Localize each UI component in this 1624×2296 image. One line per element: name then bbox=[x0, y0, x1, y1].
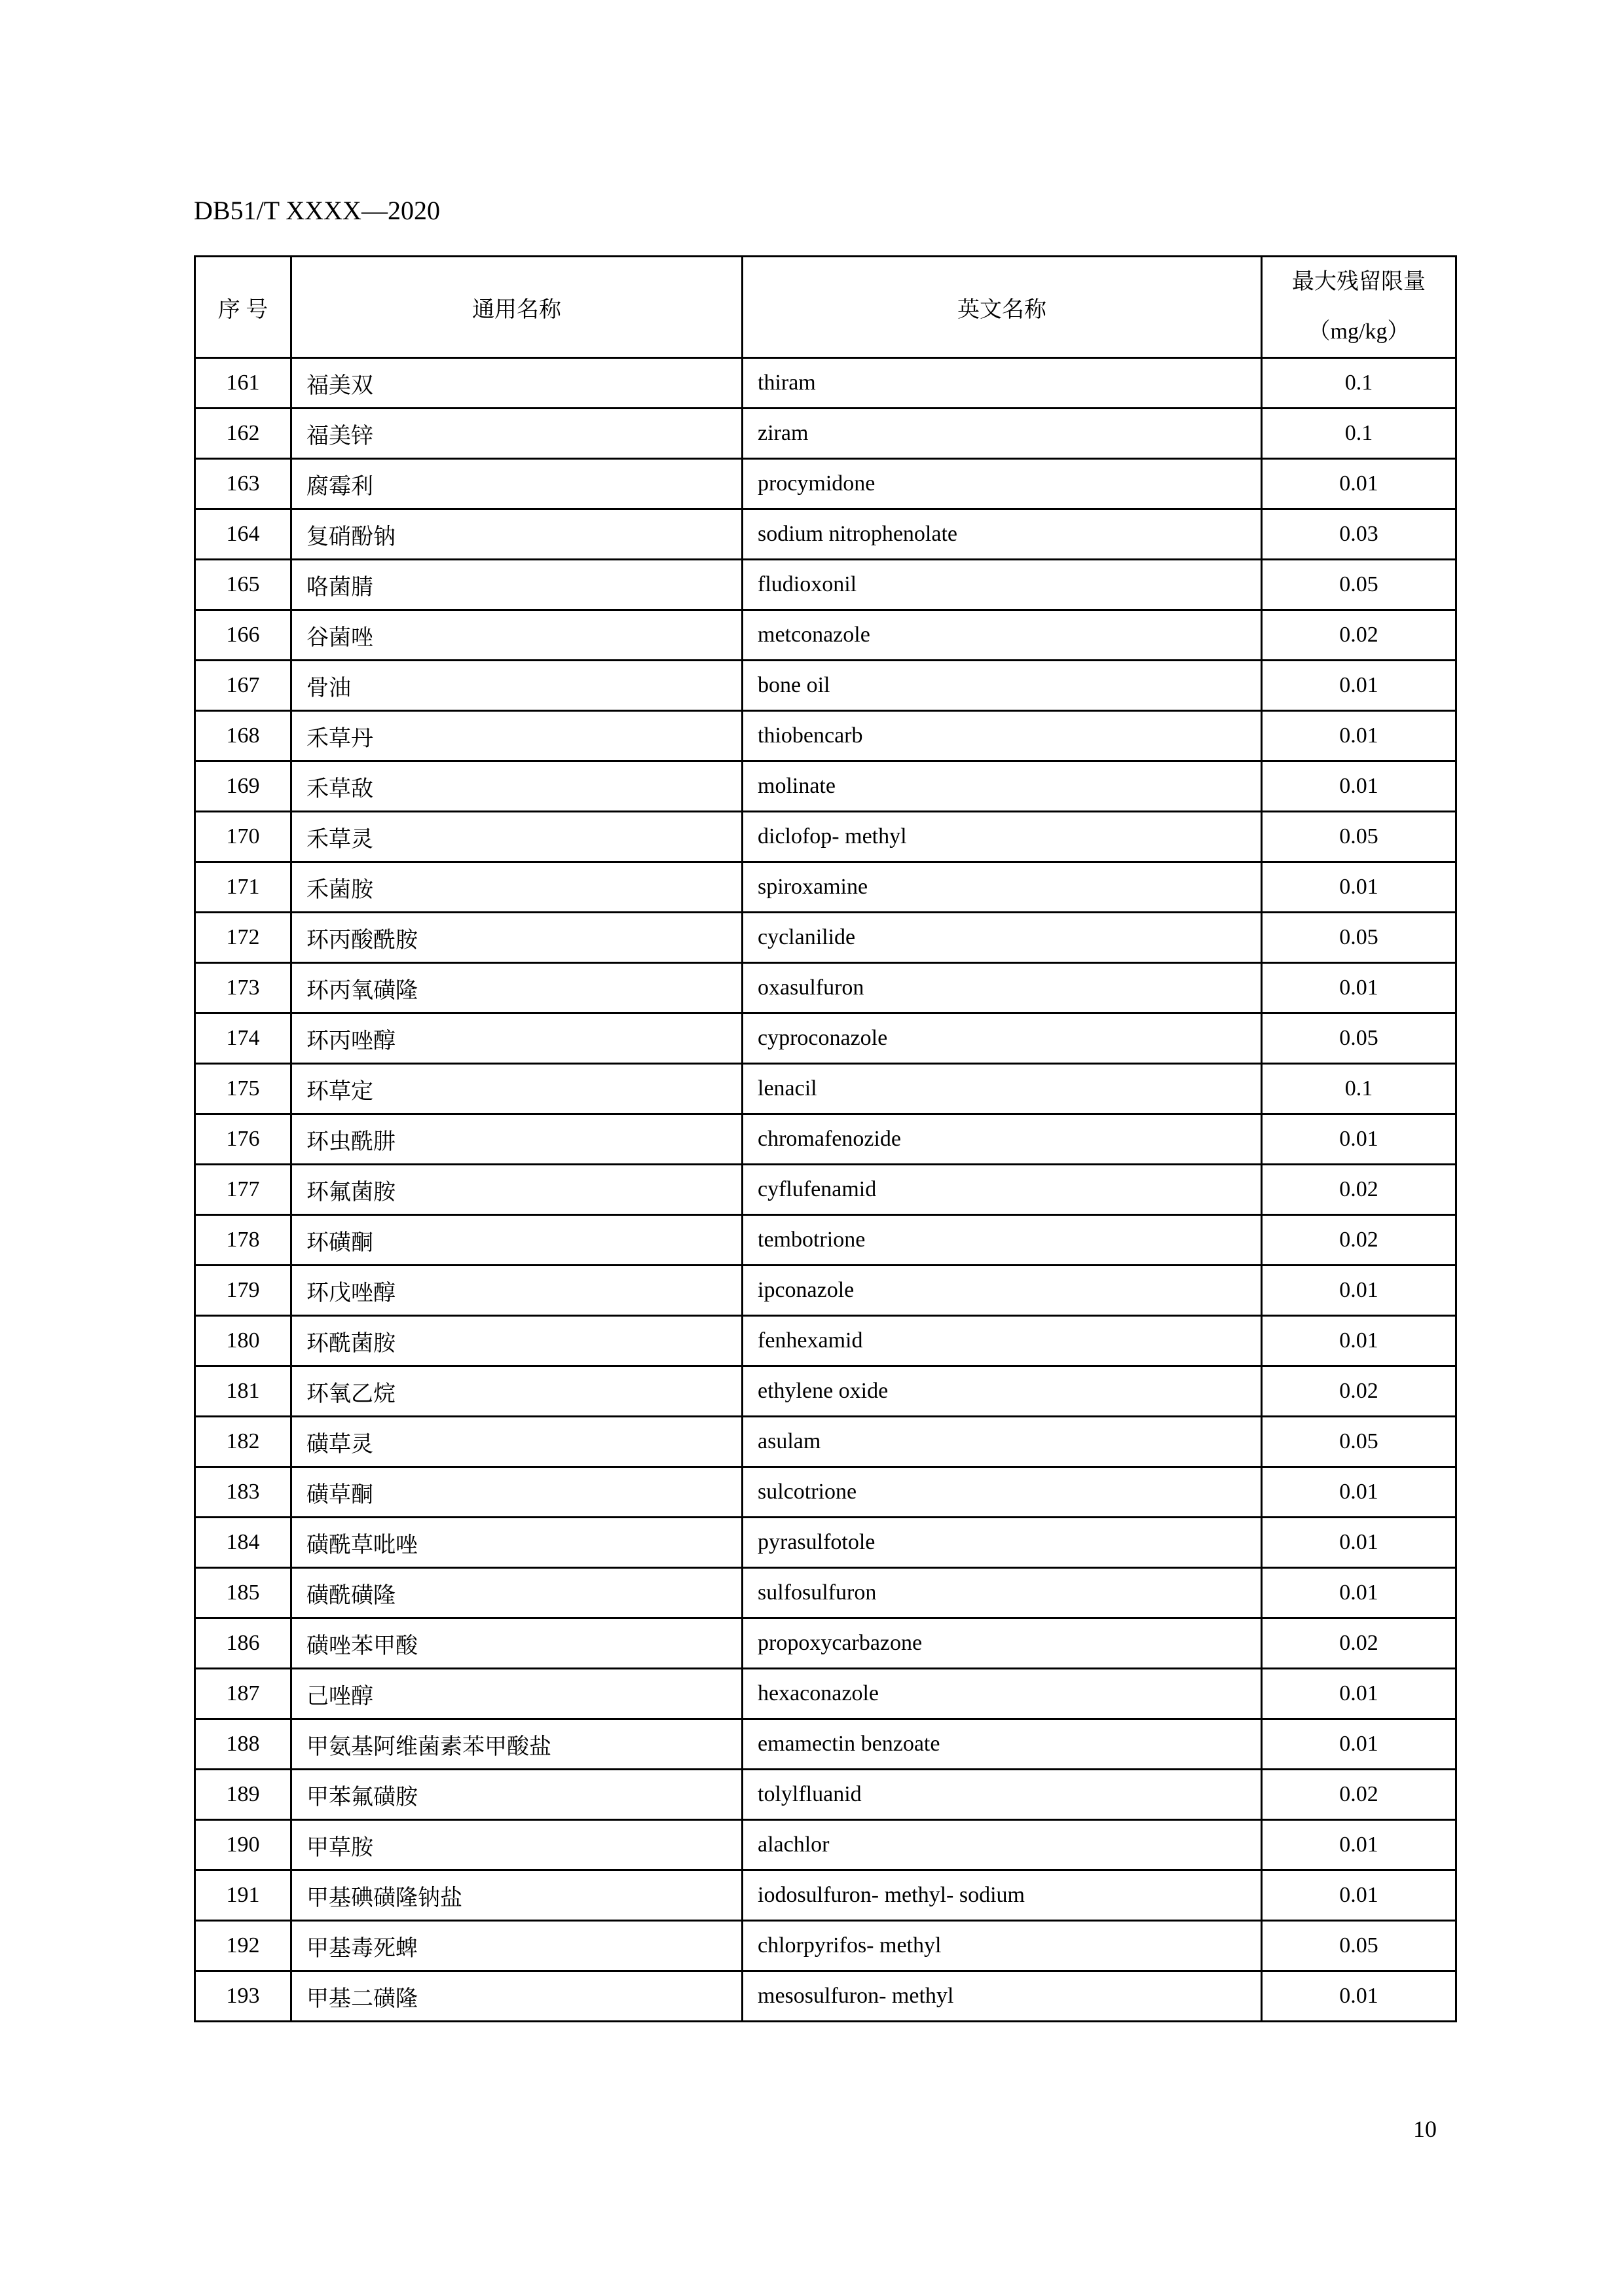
cell-max-residue-limit: 0.05 bbox=[1262, 913, 1456, 963]
table-row bbox=[195, 610, 1456, 661]
pesticide-mrl-table bbox=[194, 255, 1457, 2022]
table-row bbox=[195, 358, 1456, 409]
cell-index: 190 bbox=[195, 1820, 291, 1870]
cell-max-residue-limit: 0.1 bbox=[1262, 1064, 1456, 1114]
document-code: DB51/T XXXX—2020 bbox=[194, 196, 440, 225]
cell-common-name: 环磺酮 bbox=[291, 1215, 743, 1266]
cell-index: 167 bbox=[195, 661, 291, 711]
cell-index: 168 bbox=[195, 711, 291, 761]
table-row bbox=[195, 1215, 1456, 1266]
cell-common-name: 磺草酮 bbox=[291, 1467, 743, 1518]
cell-max-residue-limit: 0.02 bbox=[1262, 1770, 1456, 1820]
table-row bbox=[195, 1820, 1456, 1870]
cell-index: 164 bbox=[195, 509, 291, 560]
cell-common-name: 福美双 bbox=[291, 358, 743, 409]
cell-max-residue-limit: 0.02 bbox=[1262, 610, 1456, 661]
cell-max-residue-limit: 0.01 bbox=[1262, 661, 1456, 711]
cell-common-name: 甲草胺 bbox=[291, 1820, 743, 1870]
cell-index: 186 bbox=[195, 1618, 291, 1669]
table-row bbox=[195, 1366, 1456, 1417]
table-row bbox=[195, 711, 1456, 761]
cell-max-residue-limit: 0.1 bbox=[1262, 358, 1456, 409]
cell-english-name: metconazole bbox=[743, 610, 1262, 661]
cell-english-name: sulfosulfuron bbox=[743, 1568, 1262, 1618]
header-common-name: 通用名称 bbox=[291, 257, 743, 358]
cell-index: 169 bbox=[195, 761, 291, 812]
table-row bbox=[195, 913, 1456, 963]
header-limit-unit: （mg/kg） bbox=[1308, 319, 1410, 344]
cell-english-name: pyrasulfotole bbox=[743, 1518, 1262, 1568]
cell-english-name: chromafenozide bbox=[743, 1114, 1262, 1165]
header-index: 序 号 bbox=[195, 257, 291, 358]
cell-max-residue-limit: 0.05 bbox=[1262, 1921, 1456, 1971]
cell-english-name: cyflufenamid bbox=[743, 1165, 1262, 1215]
cell-max-residue-limit: 0.01 bbox=[1262, 761, 1456, 812]
cell-common-name: 禾草丹 bbox=[291, 711, 743, 761]
cell-common-name: 禾草灵 bbox=[291, 812, 743, 862]
header-max-residue-limit bbox=[1262, 257, 1456, 358]
cell-common-name: 咯菌腈 bbox=[291, 560, 743, 610]
table-row bbox=[195, 1870, 1456, 1921]
cell-english-name: emamectin benzoate bbox=[743, 1719, 1262, 1770]
cell-max-residue-limit: 0.05 bbox=[1262, 560, 1456, 610]
cell-english-name: cyclanilide bbox=[743, 913, 1262, 963]
cell-max-residue-limit: 0.02 bbox=[1262, 1215, 1456, 1266]
cell-index: 175 bbox=[195, 1064, 291, 1114]
table-row bbox=[195, 1417, 1456, 1467]
table-row bbox=[195, 1518, 1456, 1568]
cell-max-residue-limit: 0.01 bbox=[1262, 1669, 1456, 1719]
cell-english-name: asulam bbox=[743, 1417, 1262, 1467]
table-row bbox=[195, 1719, 1456, 1770]
cell-common-name: 甲基碘磺隆钠盐 bbox=[291, 1870, 743, 1921]
cell-max-residue-limit: 0.01 bbox=[1262, 459, 1456, 509]
cell-max-residue-limit: 0.05 bbox=[1262, 1013, 1456, 1064]
cell-max-residue-limit: 0.01 bbox=[1262, 1971, 1456, 2022]
cell-index: 187 bbox=[195, 1669, 291, 1719]
table-row bbox=[195, 1921, 1456, 1971]
table-row bbox=[195, 1266, 1456, 1316]
cell-max-residue-limit: 0.01 bbox=[1262, 1266, 1456, 1316]
cell-index: 193 bbox=[195, 1971, 291, 2022]
header-limit-title: 最大残留限量 bbox=[1292, 270, 1426, 294]
cell-index: 183 bbox=[195, 1467, 291, 1518]
cell-common-name: 骨油 bbox=[291, 661, 743, 711]
cell-max-residue-limit: 0.01 bbox=[1262, 1568, 1456, 1618]
cell-common-name: 谷菌唑 bbox=[291, 610, 743, 661]
cell-max-residue-limit: 0.01 bbox=[1262, 1467, 1456, 1518]
table-row bbox=[195, 1971, 1456, 2022]
cell-english-name: sulcotrione bbox=[743, 1467, 1262, 1518]
table-row bbox=[195, 761, 1456, 812]
cell-common-name: 磺酰磺隆 bbox=[291, 1568, 743, 1618]
cell-english-name: tembotrione bbox=[743, 1215, 1262, 1266]
cell-english-name: propoxycarbazone bbox=[743, 1618, 1262, 1669]
cell-index: 185 bbox=[195, 1568, 291, 1618]
cell-max-residue-limit: 0.05 bbox=[1262, 1417, 1456, 1467]
table-row bbox=[195, 1618, 1456, 1669]
table-header-row bbox=[195, 257, 1456, 358]
cell-max-residue-limit: 0.01 bbox=[1262, 1316, 1456, 1366]
table-row bbox=[195, 1568, 1456, 1618]
cell-english-name: hexaconazole bbox=[743, 1669, 1262, 1719]
cell-common-name: 磺唑苯甲酸 bbox=[291, 1618, 743, 1669]
table-row bbox=[195, 1467, 1456, 1518]
cell-common-name: 环丙氧磺隆 bbox=[291, 963, 743, 1013]
cell-common-name: 磺草灵 bbox=[291, 1417, 743, 1467]
cell-common-name: 禾草敌 bbox=[291, 761, 743, 812]
cell-common-name: 环丙唑醇 bbox=[291, 1013, 743, 1064]
cell-english-name: molinate bbox=[743, 761, 1262, 812]
cell-max-residue-limit: 0.01 bbox=[1262, 1820, 1456, 1870]
cell-max-residue-limit: 0.05 bbox=[1262, 812, 1456, 862]
table-row bbox=[195, 963, 1456, 1013]
cell-index: 171 bbox=[195, 862, 291, 913]
cell-english-name: cyproconazole bbox=[743, 1013, 1262, 1064]
cell-common-name: 复硝酚钠 bbox=[291, 509, 743, 560]
cell-max-residue-limit: 0.01 bbox=[1262, 862, 1456, 913]
table-row bbox=[195, 1770, 1456, 1820]
cell-common-name: 环酰菌胺 bbox=[291, 1316, 743, 1366]
cell-max-residue-limit: 0.02 bbox=[1262, 1618, 1456, 1669]
cell-index: 174 bbox=[195, 1013, 291, 1064]
table-row bbox=[195, 862, 1456, 913]
cell-common-name: 环丙酸酰胺 bbox=[291, 913, 743, 963]
cell-english-name: iodosulfuron- methyl- sodium bbox=[743, 1870, 1262, 1921]
cell-max-residue-limit: 0.1 bbox=[1262, 409, 1456, 459]
cell-index: 180 bbox=[195, 1316, 291, 1366]
cell-english-name: ipconazole bbox=[743, 1266, 1262, 1316]
cell-english-name: tolylfluanid bbox=[743, 1770, 1262, 1820]
cell-max-residue-limit: 0.02 bbox=[1262, 1366, 1456, 1417]
cell-max-residue-limit: 0.01 bbox=[1262, 711, 1456, 761]
cell-common-name: 环戊唑醇 bbox=[291, 1266, 743, 1316]
cell-english-name: fenhexamid bbox=[743, 1316, 1262, 1366]
cell-index: 165 bbox=[195, 560, 291, 610]
table-row bbox=[195, 459, 1456, 509]
cell-index: 163 bbox=[195, 459, 291, 509]
cell-max-residue-limit: 0.02 bbox=[1262, 1165, 1456, 1215]
page-number: 10 bbox=[1413, 2116, 1437, 2142]
cell-index: 176 bbox=[195, 1114, 291, 1165]
cell-english-name: oxasulfuron bbox=[743, 963, 1262, 1013]
cell-common-name: 环草定 bbox=[291, 1064, 743, 1114]
cell-index: 191 bbox=[195, 1870, 291, 1921]
cell-index: 184 bbox=[195, 1518, 291, 1568]
table-row bbox=[195, 1669, 1456, 1719]
table-row bbox=[195, 661, 1456, 711]
cell-max-residue-limit: 0.01 bbox=[1262, 1870, 1456, 1921]
table-row bbox=[195, 812, 1456, 862]
cell-english-name: lenacil bbox=[743, 1064, 1262, 1114]
cell-max-residue-limit: 0.01 bbox=[1262, 963, 1456, 1013]
cell-english-name: procymidone bbox=[743, 459, 1262, 509]
table-row bbox=[195, 1013, 1456, 1064]
cell-common-name: 甲基毒死蜱 bbox=[291, 1921, 743, 1971]
cell-index: 170 bbox=[195, 812, 291, 862]
cell-common-name: 腐霉利 bbox=[291, 459, 743, 509]
cell-max-residue-limit: 0.03 bbox=[1262, 509, 1456, 560]
cell-common-name: 福美锌 bbox=[291, 409, 743, 459]
cell-max-residue-limit: 0.01 bbox=[1262, 1114, 1456, 1165]
header-english-name: 英文名称 bbox=[743, 257, 1262, 358]
cell-index: 192 bbox=[195, 1921, 291, 1971]
table-row bbox=[195, 560, 1456, 610]
table-row bbox=[195, 409, 1456, 459]
cell-common-name: 甲氨基阿维菌素苯甲酸盐 bbox=[291, 1719, 743, 1770]
cell-index: 173 bbox=[195, 963, 291, 1013]
cell-index: 189 bbox=[195, 1770, 291, 1820]
cell-common-name: 甲苯氟磺胺 bbox=[291, 1770, 743, 1820]
cell-common-name: 环虫酰肼 bbox=[291, 1114, 743, 1165]
cell-max-residue-limit: 0.01 bbox=[1262, 1719, 1456, 1770]
cell-english-name: diclofop- methyl bbox=[743, 812, 1262, 862]
cell-english-name: thiobencarb bbox=[743, 711, 1262, 761]
cell-index: 172 bbox=[195, 913, 291, 963]
cell-index: 181 bbox=[195, 1366, 291, 1417]
cell-common-name: 环氟菌胺 bbox=[291, 1165, 743, 1215]
cell-index: 177 bbox=[195, 1165, 291, 1215]
table-row bbox=[195, 509, 1456, 560]
cell-english-name: spiroxamine bbox=[743, 862, 1262, 913]
cell-index: 182 bbox=[195, 1417, 291, 1467]
cell-english-name: ethylene oxide bbox=[743, 1366, 1262, 1417]
cell-common-name: 环氧乙烷 bbox=[291, 1366, 743, 1417]
cell-index: 188 bbox=[195, 1719, 291, 1770]
cell-english-name: sodium nitrophenolate bbox=[743, 509, 1262, 560]
table-row bbox=[195, 1316, 1456, 1366]
cell-index: 166 bbox=[195, 610, 291, 661]
cell-index: 178 bbox=[195, 1215, 291, 1266]
cell-english-name: bone oil bbox=[743, 661, 1262, 711]
cell-common-name: 禾菌胺 bbox=[291, 862, 743, 913]
cell-english-name: fludioxonil bbox=[743, 560, 1262, 610]
cell-common-name: 磺酰草吡唑 bbox=[291, 1518, 743, 1568]
cell-english-name: chlorpyrifos- methyl bbox=[743, 1921, 1262, 1971]
cell-index: 161 bbox=[195, 358, 291, 409]
table-row bbox=[195, 1114, 1456, 1165]
table-row bbox=[195, 1064, 1456, 1114]
cell-index: 162 bbox=[195, 409, 291, 459]
cell-english-name: alachlor bbox=[743, 1820, 1262, 1870]
cell-index: 179 bbox=[195, 1266, 291, 1316]
cell-common-name: 己唑醇 bbox=[291, 1669, 743, 1719]
cell-common-name: 甲基二磺隆 bbox=[291, 1971, 743, 2022]
cell-english-name: thiram bbox=[743, 358, 1262, 409]
cell-english-name: ziram bbox=[743, 409, 1262, 459]
cell-max-residue-limit: 0.01 bbox=[1262, 1518, 1456, 1568]
cell-english-name: mesosulfuron- methyl bbox=[743, 1971, 1262, 2022]
table-row bbox=[195, 1165, 1456, 1215]
